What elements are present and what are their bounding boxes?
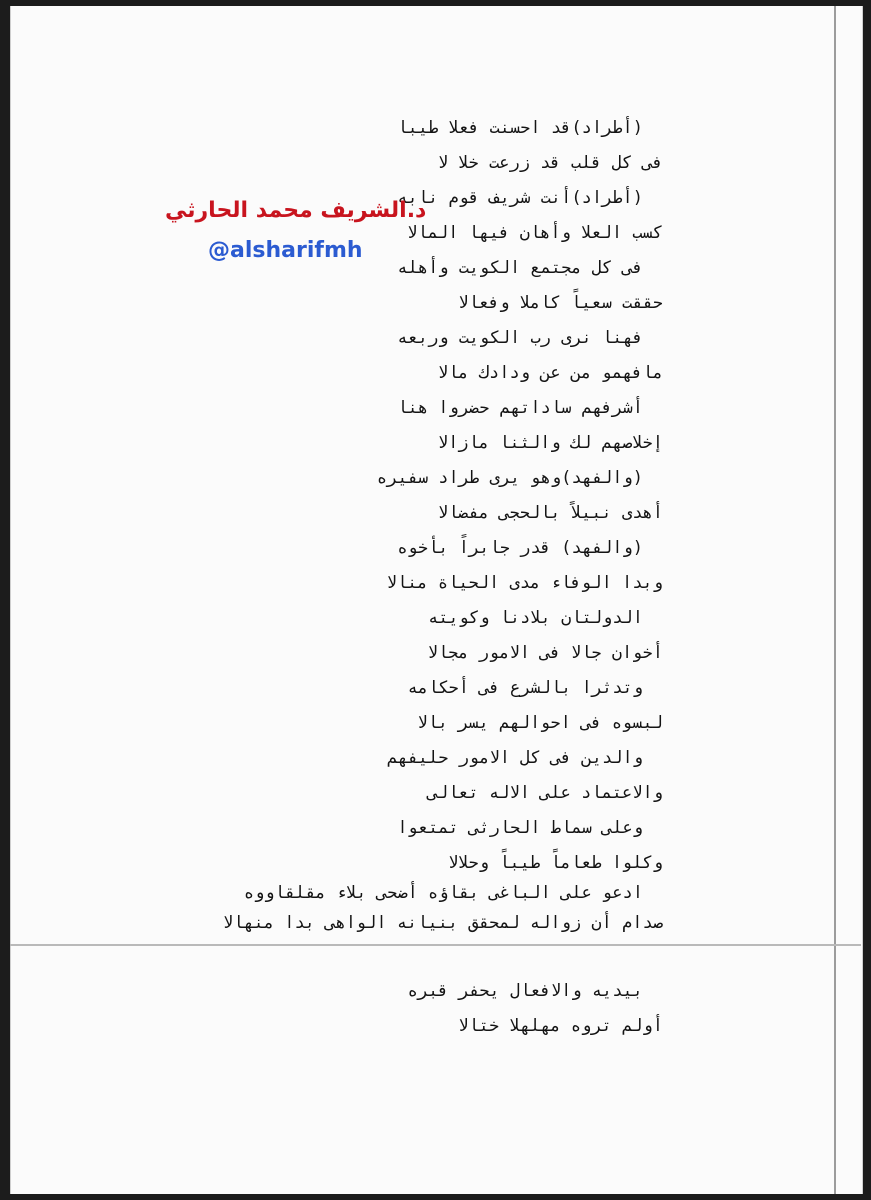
watermark-handle: @alsharifmh <box>208 238 363 263</box>
poem-line-11: (والفهد)وهو يرى طراد سفيره <box>376 468 643 488</box>
page-edge <box>834 6 836 1194</box>
poem-line-2: فى كل قلب قد زرعت خلا لا <box>437 153 663 173</box>
poem-line-14: وبدا الوفاء مدى الحياة منالا <box>386 573 663 593</box>
poem-line-21: وعلى سماط الحارثى تمتعوا <box>397 818 643 838</box>
poem-line-19: والدين فى كل الامور حليفهم <box>387 748 643 768</box>
poem-line-9: أشرفهم ساداتهم حضروا هنا <box>397 398 643 418</box>
poem-line-3: (أطراد)أنت شريف قوم نابه <box>397 188 643 208</box>
poem-line-25: بيديه والافعال يحفر قبره <box>407 981 643 1001</box>
poem-line-15: الدولتان بلادنا وكويته <box>428 608 643 628</box>
poem-line-24: صدام أن زواله لمحقق بنيانه الواهى بدا منهالا <box>222 913 663 933</box>
poem-line-5: فى كل مجتمع الكويت وأهله <box>397 258 643 278</box>
poem-line-23: ادعو على الباغى بقاؤه أضحى بلاء مقلقاووه <box>243 883 643 903</box>
poem-line-4: كسب العلا وأهان فيها المالا <box>407 223 663 243</box>
poem-line-16: أخوان جالا فى الامور مجالا <box>427 643 663 663</box>
poem-line-1: (أطراد)قد احسنت فعلا طيبا <box>397 118 643 138</box>
poem-line-26: أولم تروه مهلهلا ختالا <box>458 1016 663 1036</box>
poem-line-8: مافهمو من عن ودادك مالا <box>437 363 663 383</box>
page-fold-divider <box>10 944 861 947</box>
poem-line-6: حققت سعياً كاملا وفعالا <box>458 293 663 313</box>
watermark-name: د.الشريف محمد الحارثي <box>165 198 427 223</box>
poem-line-18: لبسوه فى احوالهم يسر بالا <box>417 713 663 733</box>
poem-line-13: (والفهد) قدر جابراً بأخوه <box>397 538 643 558</box>
poem-line-22: وكلوا طعاماً طيباً وحلالا <box>448 853 663 873</box>
scanned-page <box>10 6 863 1194</box>
poem-line-12: أهدى نبيلاً بالحجى مفضالا <box>437 503 663 523</box>
poem-line-7: فهنا نرى رب الكويت وربعه <box>397 328 643 348</box>
poem-line-10: إخلاصهم لك والثنا مازالا <box>437 433 663 453</box>
poem-line-20: والاعتماد على الاله تعالى <box>427 783 663 803</box>
poem-line-17: وتدثرا بالشرع فى أحكامه <box>407 678 643 698</box>
